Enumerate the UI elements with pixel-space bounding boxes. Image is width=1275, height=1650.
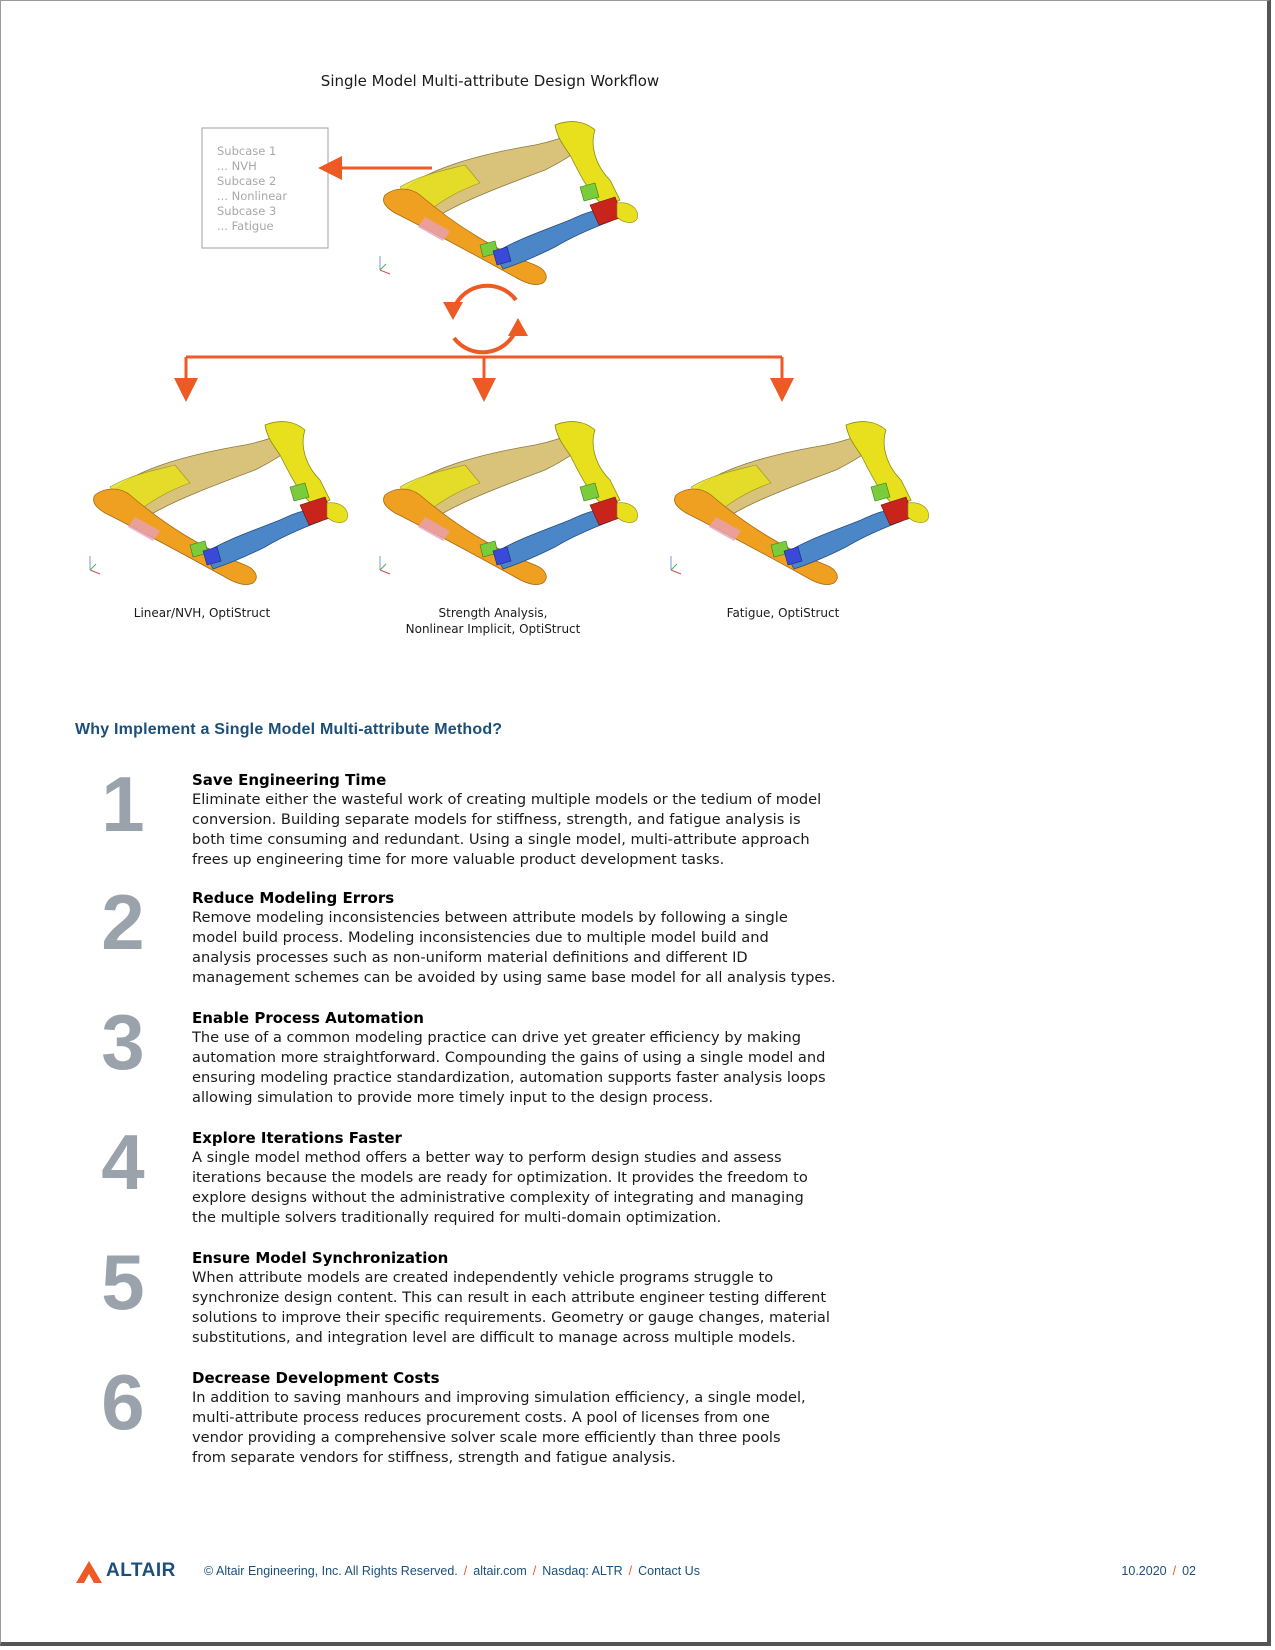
benefit-number: 1 — [101, 760, 145, 848]
benefit-body-line: conversion. Building separate models for stiffness, strength, and fatigue analysis is — [192, 811, 801, 828]
benefit-body-line: explore designs without the administrative complexity of integrating and managing — [192, 1189, 804, 1206]
benefit-heading: Ensure Model Synchronization — [192, 1249, 449, 1267]
subcase-line: Subcase 2 — [217, 174, 277, 188]
benefit-body-line: solutions to improve their specific requirements. Geometry or gauge changes, material — [192, 1309, 830, 1326]
benefit-body-line: allowing simulation to provide more timely input to the design process. — [192, 1089, 714, 1106]
benefit-number: 4 — [101, 1118, 145, 1206]
benefit-body-line: Remove modeling inconsistencies between attribute models by following a single — [192, 909, 788, 926]
page-meta — [1121, 1564, 1196, 1578]
subcase-line: ... Nonlinear — [217, 189, 288, 203]
cycle-arrowhead-left — [443, 302, 463, 320]
benefit-item — [88, 760, 928, 880]
footer — [74, 1559, 1204, 1589]
section-title: Why Implement a Single Model Multi-attribute Method? — [75, 721, 503, 738]
benefit-body-line: frees up engineering time for more valuable product development tasks. — [192, 851, 725, 868]
benefit-body-line: management schemes can be avoided by using same base model for all analysis types. — [192, 969, 836, 986]
benefit-body-line: analysis processes such as non-uniform material definitions and different ID — [192, 949, 748, 966]
benefit-item — [88, 1118, 928, 1238]
benefit-body-line: A single model method offers a better way to perform design studies and assess — [192, 1149, 782, 1166]
diagram-title: Single Model Multi-attribute Design Workflow — [320, 72, 660, 90]
benefit-number: 6 — [101, 1358, 145, 1446]
cycle-arrowhead-right — [508, 318, 528, 336]
page-number: 02 — [1182, 1564, 1196, 1578]
caption-strength-line2: Nonlinear Implicit, OptiStruct — [405, 622, 581, 636]
benefit-body — [192, 908, 912, 988]
benefit-body-line: vendor providing a comprehensive solver scale more efficiently than three pools — [192, 1429, 781, 1446]
benefit-item — [88, 878, 928, 998]
benefit-body-line: iterations because the models are ready for optimization. It provides the freedom to — [192, 1169, 808, 1186]
subcase-line: Subcase 1 — [217, 144, 277, 158]
distribution-arrows — [186, 357, 782, 390]
footer-links — [204, 1564, 700, 1578]
benefit-body-line: multi-attribute process reduces procurement costs. A pool of licenses from one — [192, 1409, 770, 1426]
benefit-heading: Save Engineering Time — [192, 771, 387, 789]
benefit-heading: Explore Iterations Faster — [192, 1129, 402, 1147]
benefit-number: 2 — [101, 878, 145, 966]
separator: / — [1172, 1564, 1177, 1578]
benefit-item — [88, 1238, 928, 1358]
benefit-heading: Enable Process Automation — [192, 1009, 424, 1027]
benefit-number: 3 — [101, 998, 145, 1086]
caption-strength-line1: Strength Analysis, — [438, 606, 548, 620]
benefit-heading: Decrease Development Costs — [192, 1369, 440, 1387]
stock-link[interactable]: Nasdaq: ALTR — [542, 1564, 623, 1578]
benefit-body — [192, 1028, 912, 1108]
benefit-heading: Reduce Modeling Errors — [192, 889, 395, 907]
altair-logo-icon — [76, 1561, 102, 1583]
cycle-icon — [454, 286, 516, 353]
subframe-model-fatigue — [671, 422, 929, 585]
benefit-body — [192, 1388, 912, 1468]
date-text: 10.2020 — [1121, 1564, 1167, 1578]
separator: / — [463, 1564, 468, 1578]
copyright-text: © Altair Engineering, Inc. All Rights Reserved. — [204, 1564, 458, 1578]
separator: / — [532, 1564, 537, 1578]
altair-logo-text: ALTAIR — [106, 1560, 176, 1581]
contact-link[interactable]: Contact Us — [638, 1564, 700, 1578]
separator: / — [628, 1564, 633, 1578]
benefit-body — [192, 1148, 912, 1228]
subcase-line: Subcase 3 — [217, 204, 277, 218]
benefit-body-line: both time consuming and redundant. Using a single model, multi-attribute approach — [192, 831, 810, 848]
benefit-body-line: When attribute models are created independently vehicle programs struggle to — [192, 1269, 774, 1286]
benefit-body-line: ensuring modeling practice standardization, automation supports faster analysis loops — [192, 1069, 826, 1086]
benefit-body-line: In addition to saving manhours and improving simulation efficiency, a single model, — [192, 1389, 806, 1406]
benefit-body — [192, 790, 912, 870]
subcase-line: ... Fatigue — [217, 219, 274, 233]
benefit-body-line: synchronize design content. This can result in each attribute engineer testing different — [192, 1289, 827, 1306]
benefit-body-line: Eliminate either the wasteful work of creating multiple models or the tedium of model — [192, 791, 822, 808]
subframe-model-strength — [380, 422, 638, 585]
subframe-model-nvh — [90, 422, 348, 585]
caption-nvh: Linear/NVH, OptiStruct — [133, 606, 271, 620]
caption-fatigue: Fatigue, OptiStruct — [726, 606, 840, 620]
subframe-model-top — [380, 122, 638, 285]
benefit-body-line: substitutions, and integration level are difficult to manage across multiple models. — [192, 1329, 796, 1346]
benefit-body-line: the multiple solvers traditionally required for multi-domain optimization. — [192, 1209, 722, 1226]
workflow-diagram — [0, 0, 1275, 660]
benefit-item — [88, 1358, 928, 1478]
benefit-body-line: The use of a common modeling practice can drive yet greater efficiency by making — [192, 1029, 802, 1046]
benefit-item — [88, 998, 928, 1118]
benefit-number: 5 — [101, 1238, 145, 1326]
subcase-line: ... NVH — [217, 159, 257, 173]
website-link[interactable]: altair.com — [473, 1564, 527, 1578]
benefit-body — [192, 1268, 912, 1348]
benefit-body-line: from separate vendors for stiffness, strength and fatigue analysis. — [192, 1449, 676, 1466]
benefit-body-line: model build process. Modeling inconsistencies due to multiple model build and — [192, 929, 769, 946]
benefit-body-line: automation more straightforward. Compounding the gains of using a single model and — [192, 1049, 826, 1066]
